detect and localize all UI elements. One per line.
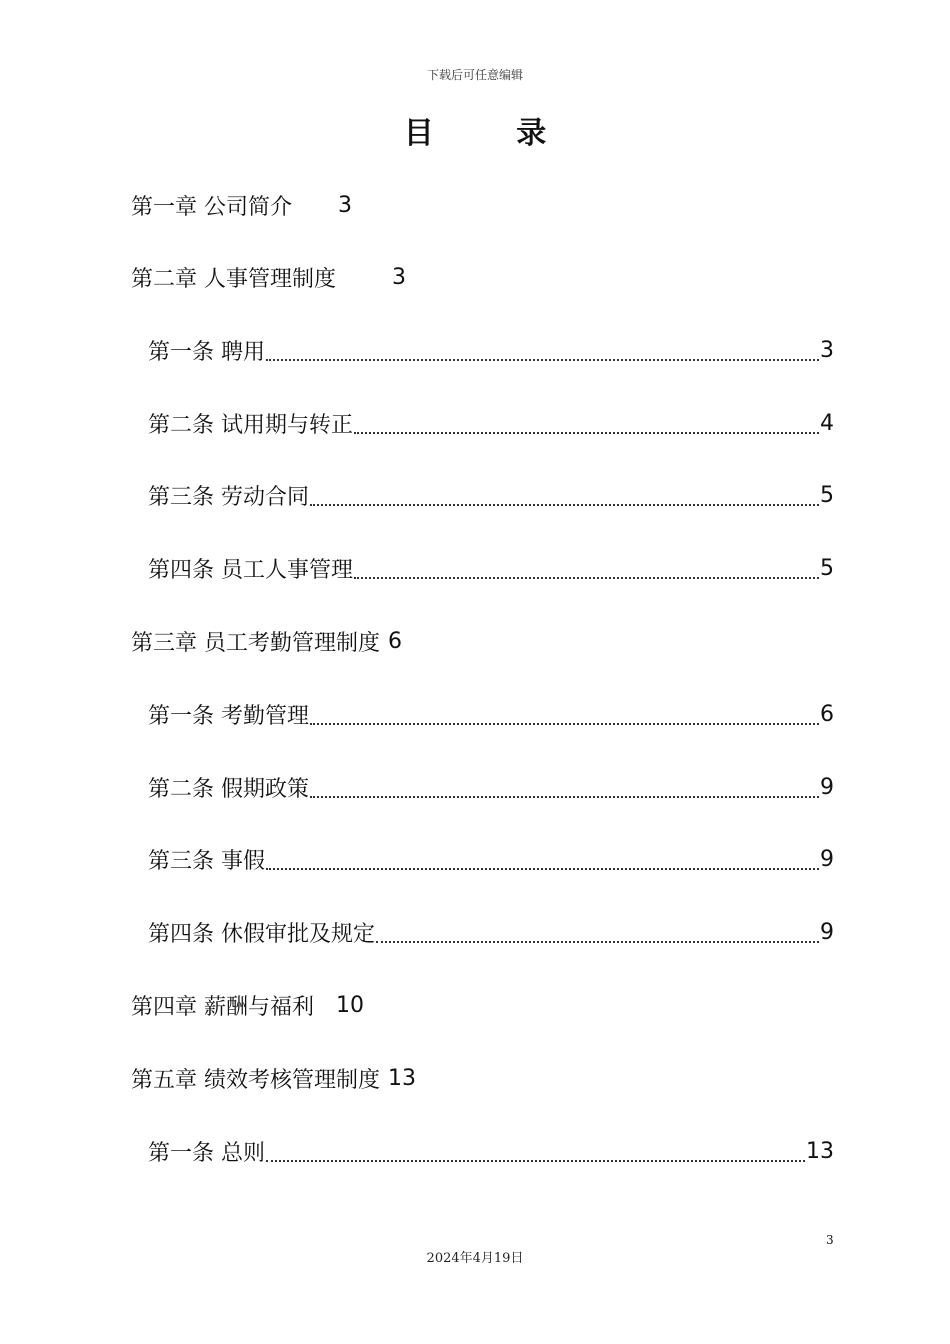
toc-page: 9 [820, 774, 834, 800]
toc-label: 第四章 薪酬与福利 [131, 994, 314, 1020]
dot-leader [266, 1140, 805, 1162]
toc-label: 第二条 假期政策 [148, 776, 309, 802]
dot-leader [266, 848, 819, 870]
toc-page: 3 [820, 337, 834, 363]
toc-chapter-2[interactable] [131, 260, 406, 294]
toc-article[interactable] [148, 1134, 834, 1168]
toc-label: 第三条 事假 [148, 848, 265, 874]
toc-label: 第一条 总则 [148, 1140, 265, 1166]
page-header: 下载后可任意编辑 [426, 68, 523, 82]
toc-label: 第三章 员工考勤管理制度 [131, 630, 380, 656]
toc-label: 第三条 劳动合同 [148, 484, 309, 510]
toc-page: 6 [820, 701, 834, 727]
toc-label: 第一章 公司简介 [131, 194, 292, 220]
toc-page: 4 [820, 410, 834, 436]
dot-leader [310, 484, 819, 506]
toc-page: 6 [388, 628, 402, 654]
toc-article[interactable] [148, 551, 834, 585]
page-number: 3 [826, 1233, 834, 1247]
toc-article[interactable] [148, 697, 834, 731]
toc-chapter-5[interactable] [131, 1061, 416, 1095]
toc-page: 10 [336, 992, 364, 1018]
toc-page: 3 [392, 264, 406, 290]
toc-page: 5 [820, 555, 834, 581]
toc-article[interactable] [148, 915, 834, 949]
toc-page: 9 [820, 919, 834, 945]
toc-page: 13 [388, 1065, 416, 1091]
dot-leader [376, 921, 819, 943]
dot-leader [266, 339, 819, 361]
toc-label: 第五章 绩效考核管理制度 [131, 1067, 380, 1093]
toc-page: 13 [806, 1138, 834, 1164]
toc-label: 第二条 试用期与转正 [148, 412, 353, 438]
dot-leader [354, 557, 819, 579]
toc-article[interactable] [148, 406, 834, 440]
toc-label: 第四条 员工人事管理 [148, 557, 353, 583]
toc-label: 第一条 聘用 [148, 339, 265, 365]
toc-article[interactable] [148, 842, 834, 876]
dot-leader [310, 776, 819, 798]
toc-article[interactable] [148, 770, 834, 804]
toc-label: 第二章 人事管理制度 [131, 266, 336, 292]
dot-leader [310, 703, 819, 725]
toc-label: 第四条 休假审批及规定 [148, 921, 375, 947]
toc-chapter-4[interactable] [131, 988, 364, 1022]
page-footer-date: 2024年4月19日 [426, 1251, 524, 1266]
toc-page: 5 [820, 482, 834, 508]
toc-label: 第一条 考勤管理 [148, 703, 309, 729]
dot-leader [354, 412, 819, 434]
toc-chapter-3[interactable] [131, 624, 402, 658]
toc-title: 目 录 [403, 116, 583, 151]
toc-page: 3 [338, 192, 352, 218]
toc-article[interactable] [148, 478, 834, 512]
toc-chapter-1[interactable] [131, 188, 352, 222]
toc-page: 9 [820, 846, 834, 872]
toc-article[interactable] [148, 333, 834, 367]
